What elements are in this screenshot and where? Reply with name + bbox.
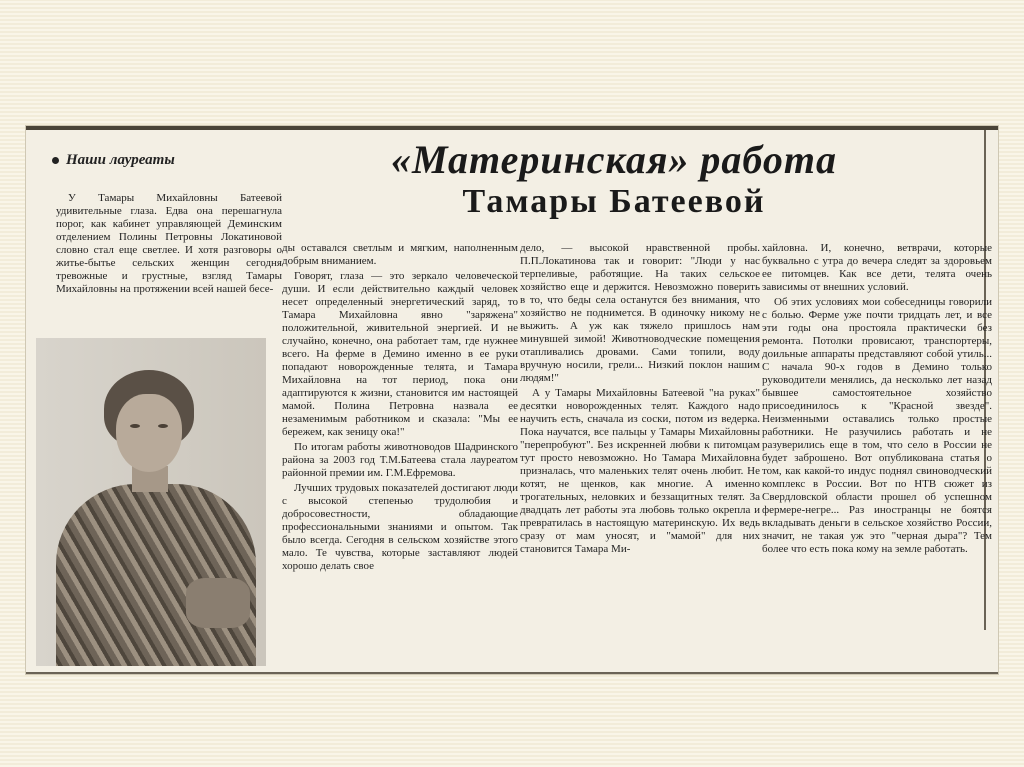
paragraph: Лучших трудовых показателей достигают люди с высокой степенью трудолюбия и добросовестности, обладающие профессиональными знаниями и опытом. Так было всегда. Сегодня в сельском хозяйстве этого мало. Те чувства, которые заставляют людей хорошо делать свое <box>282 482 518 572</box>
top-rule <box>26 126 998 130</box>
column-1 <box>56 192 282 298</box>
newspaper-clipping <box>26 126 998 674</box>
photo-arm <box>186 578 250 628</box>
portrait-photo <box>36 338 266 666</box>
title-line-1: «Материнская» работа <box>391 137 837 182</box>
photo-eye-left <box>130 424 140 428</box>
rubric-text: Наши лауреаты <box>66 152 175 168</box>
paragraph: ды оставался светлым и мягким, наполненным добрым вниманием. <box>282 242 518 267</box>
paragraph: Об этих условиях мои собеседницы говорили с болью. Ферме уже почти тридцать лет, и все эти годы она простояла практически без ремонта. Потолки провисают, транспортеры, доильные аппараты представляют собой утиль... С начала 90-х годов в Демино только руководители менялись, да несколько лет назад бывшее самостоятельное хозяйство присоединилось к "Красной звезде". Неизменными оставались только простые работники. Не разучились работать и не разуверились еще в том, что село в России не будет заброшено. Вот опубликована статья о том, как какой-то индус поднял свиноводческий комплекс в России. Вот по НТВ сюжет из Свердловской области прошел об успешном фермере-негре... Раз иностранцы не боятся вкладывать деньги в сельское хозяйство России, значит, не такая уж это "черная дыра"? Тем более что есть пока кому на земле работать. <box>762 296 992 555</box>
paragraph: У Тамары Михайловны Батеевой удивительные глаза. Едва она перешагнула порог, как кабинет управляющей Деминским отделением Полины Петровны Локатиновой словно стал еще светлее. И хотя разговоры о житье-бытье сельских женщин сегодня тревожные и грустные, взгляд Тамары Михайловны на протяжении всей нашей бесе- <box>56 192 282 295</box>
rubric <box>52 152 175 169</box>
bottom-rule <box>26 672 998 674</box>
article-title <box>294 138 934 222</box>
column-3 <box>520 242 760 558</box>
photo-body <box>56 484 256 666</box>
title-line-2: Тамары Батеевой <box>462 183 766 220</box>
bullet-dot-icon <box>52 157 59 164</box>
paragraph: хайловна. И, конечно, ветврачи, которые буквально с утра до вечера следят за здоровьем ее питомцев. Как все дети, телята очень зависимы от внешних условий. <box>762 242 992 293</box>
photo-eye-right <box>158 424 168 428</box>
paragraph: Говорят, глаза — это зеркало человеческой души. И если действительно каждый человек несет определенный энергетический заряд, то Тамара Михайловна явно "заряжена" положительной, живительной энергией. И не случайно, конечно, она работает там, где нужнее всего. На ферме в Демино именно в ее руки попадают новорожденные телята, и Тамара Михайловна на тот период, пока они адаптируются к жизни, становится им настоящей мамой. Полина Петровна назвала ее незаменимым работником и сказала: "Мы ее бережем, как зеницу ока!" <box>282 270 518 438</box>
photo-face <box>116 394 182 472</box>
column-4 <box>762 242 992 558</box>
paragraph: По итогам работы животноводов Шадринского района за 2003 год Т.М.Батеева стала лауреатом районной премии им. Г.М.Ефремова. <box>282 441 518 479</box>
paragraph: дело, — высокой нравственной пробы. П.П.Локатинова так и говорит: "Люди у нас терпеливые, работящие. На таких сельское хозяйство еще и держится. Невозможно поверить в то, что беды села останутся без внимания, что хозяйство не поднимется. В одиночку никому не выжить. А уж как тяжело пришлось нам минувшей зимой! Животноводческие помещения отапливались дровами. Сами топили, воду вручную носили, грели... Низкий поклон нашим людям!" <box>520 242 760 384</box>
column-2 <box>282 242 518 575</box>
paragraph: А у Тамары Михайловны Батеевой "на руках" десятки новорожденных телят. Каждого надо научить есть, сначала из соски, потом из ведерка. Пока научатся, все пальцы у Тамары Михайловны "перепробуют". Без искренней любви к питомцам тут просто невозможно. Но Тамара Михайловна призналась, что маленьких телят очень любит. Не котят, не щенков, как многие. А именно трогательных, неловких и беззащитных телят. За двадцать лет работы эта любовь только окрепла и превратилась в настоящую материнскую. Их ведь сразу от мам уносят, и "мамой" для них становится Тамара Ми- <box>520 387 760 555</box>
